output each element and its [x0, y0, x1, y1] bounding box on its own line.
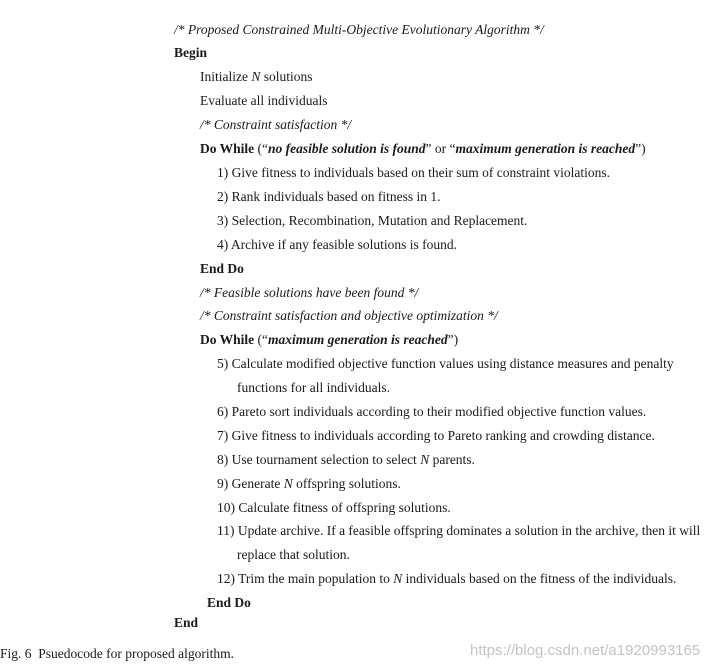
step-12-text-end: individuals based on the fitness of the individuals. — [402, 571, 677, 586]
watermark-url: https://blog.csdn.net/a1920993165 — [470, 642, 701, 659]
init-var: N — [251, 69, 261, 84]
step-8-text: 8) Use tournament selection to select — [217, 452, 421, 467]
evaluate-line: Evaluate all individuals — [200, 93, 328, 108]
step-9 — [217, 476, 401, 492]
step-4: 4) Archive if any feasible solutions is found. — [217, 237, 457, 252]
begin-keyword: Begin — [174, 45, 208, 60]
loop1-mid: ” or “ — [425, 141, 456, 156]
loop1-open: (“ — [254, 141, 269, 156]
step-8-var: N — [420, 452, 430, 467]
init-line — [200, 69, 313, 85]
step-7: 7) Give fitness to individuals according to Pareto ranking and crowding distance. — [217, 428, 655, 443]
step-8-text-end: parents. — [429, 452, 475, 467]
init-text-end: solutions — [260, 69, 313, 84]
loop2-keyword: Do While — [200, 332, 255, 347]
loop1-cond2: maximum generation is reached — [455, 141, 636, 156]
step-11: 11) Update archive. If a feasible offspring dominates a solution in the archive, then it will — [217, 523, 701, 538]
loop2-open: (“ — [254, 332, 269, 347]
step-5-continued: functions for all individuals. — [237, 380, 390, 395]
step-10: 10) Calculate fitness of offspring solutions. — [217, 500, 451, 515]
step-1: 1) Give fitness to individuals based on their sum of constraint violations. — [217, 165, 610, 180]
step-8 — [217, 452, 475, 468]
algorithm-title-comment: /* Proposed Constrained Multi-Objective Evolutionary Algorithm */ — [174, 22, 544, 37]
feasible-comment: /* Feasible solutions have been found */ — [200, 285, 419, 300]
step-12-var: N — [393, 571, 403, 586]
loop1-cond1: no feasible solution is found — [268, 141, 426, 156]
loop1-close: ”) — [635, 141, 646, 156]
step-6: 6) Pareto sort individuals according to their modified objective function values. — [217, 404, 647, 419]
step-9-text: 9) Generate — [217, 476, 284, 491]
step-9-text-end: offspring solutions. — [292, 476, 401, 491]
end-do-2: End Do — [207, 595, 251, 610]
loop1-header — [200, 141, 646, 157]
objective-comment: /* Constraint satisfaction and objective optimization */ — [200, 308, 498, 323]
loop2-close: ”) — [447, 332, 459, 347]
step-12-text: 12) Trim the main population to — [217, 571, 394, 586]
loop2-header — [200, 332, 458, 348]
loop2-cond: maximum generation is reached — [268, 332, 448, 347]
step-2: 2) Rank individuals based on fitness in 1. — [217, 189, 441, 204]
figure-caption: Fig. 6 Psuedocode for proposed algorithm. — [0, 646, 234, 661]
step-12 — [217, 571, 676, 587]
step-5: 5) Calculate modified objective function values using distance measures and penalty — [217, 356, 674, 371]
step-11-continued: replace that solution. — [237, 547, 350, 562]
init-text: Initialize — [200, 69, 252, 84]
constraint-comment: /* Constraint satisfaction */ — [200, 117, 352, 132]
end-do-1: End Do — [200, 261, 244, 276]
end-keyword: End — [174, 615, 199, 630]
step-9-var: N — [283, 476, 293, 491]
step-3: 3) Selection, Recombination, Mutation and Replacement. — [217, 213, 528, 228]
loop1-keyword: Do While — [200, 141, 255, 156]
